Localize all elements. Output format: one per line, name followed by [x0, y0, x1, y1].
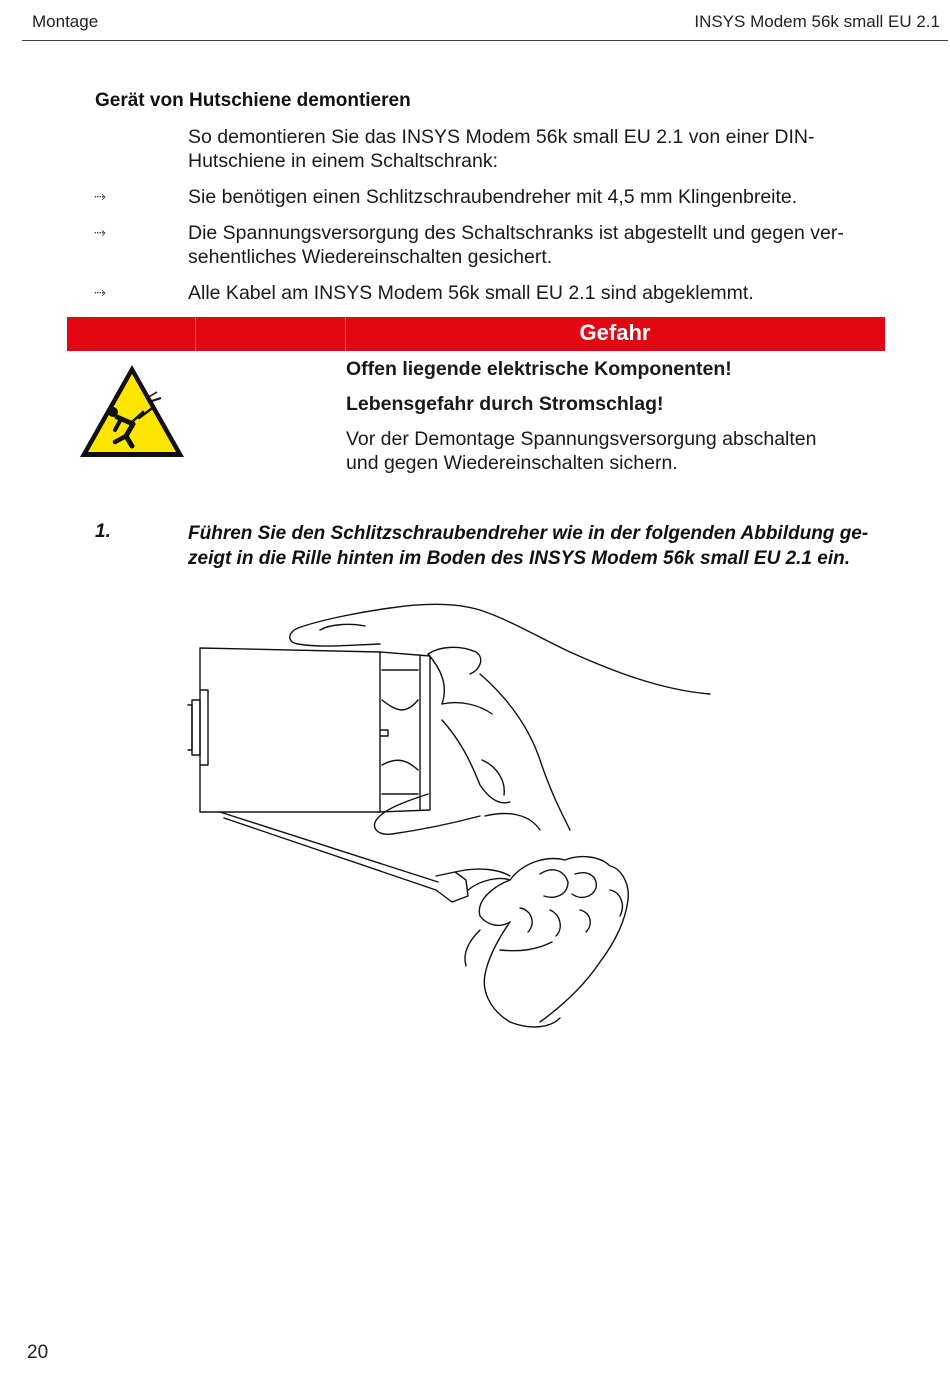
- prereq-arrow-icon: ⤑: [94, 188, 106, 205]
- prereq-arrow-icon: ⤑: [94, 284, 106, 301]
- danger-consequence-text: Lebensgefahr durch Stromschlag!: [346, 393, 664, 415]
- section-heading: Gerät von Hutschiene demontieren: [95, 90, 411, 111]
- prereq-item-2-line-1: Die Spannungsversorgung des Schaltschranks ist abgestellt und gegen ver-: [188, 222, 844, 244]
- header-product-name: INSYS Modem 56k small EU 2.1: [694, 12, 940, 31]
- page-number: 20: [27, 1342, 49, 1363]
- header-divider: [22, 40, 948, 41]
- intro-line-1: So demontieren Sie das INSYS Modem 56k small EU 2.1 von einer DIN-: [188, 126, 815, 148]
- prereq-item-2-line-2: sehentliches Wiedereinschalten gesichert.: [188, 246, 553, 268]
- prereq-item-3: Alle Kabel am INSYS Modem 56k small EU 2.1 sind abgeklemmt.: [188, 282, 754, 304]
- header-section-title: Montage: [32, 12, 99, 31]
- prereq-item-1: Sie benötigen einen Schlitzschraubendreher mit 4,5 mm Klingenbreite.: [188, 186, 798, 208]
- danger-instruction-line-1: Vor der Demontage Spannungsversorgung abschalten: [346, 428, 817, 450]
- danger-title: Gefahr: [579, 320, 651, 345]
- screwdriver-demount-illustration: [180, 590, 720, 1030]
- prereq-arrow-icon: ⤑: [94, 224, 106, 241]
- step-text-line-1: Führen Sie den Schlitzschraubendreher wie in der folgenden Abbildung ge-: [188, 523, 869, 544]
- electric-shock-warning-icon: [77, 362, 187, 460]
- intro-line-2: Hutschiene in einem Schaltschrank:: [188, 150, 498, 172]
- danger-banner: [67, 317, 885, 351]
- danger-instruction-line-2: und gegen Wiedereinschalten sichern.: [346, 452, 678, 474]
- danger-hazard-text: Offen liegende elektrische Komponenten!: [346, 358, 732, 380]
- banner-divider: [195, 317, 196, 351]
- step-text-line-2: zeigt in die Rille hinten im Boden des INSYS Modem 56k small EU 2.1 ein.: [188, 548, 850, 569]
- step-number: 1.: [95, 521, 111, 542]
